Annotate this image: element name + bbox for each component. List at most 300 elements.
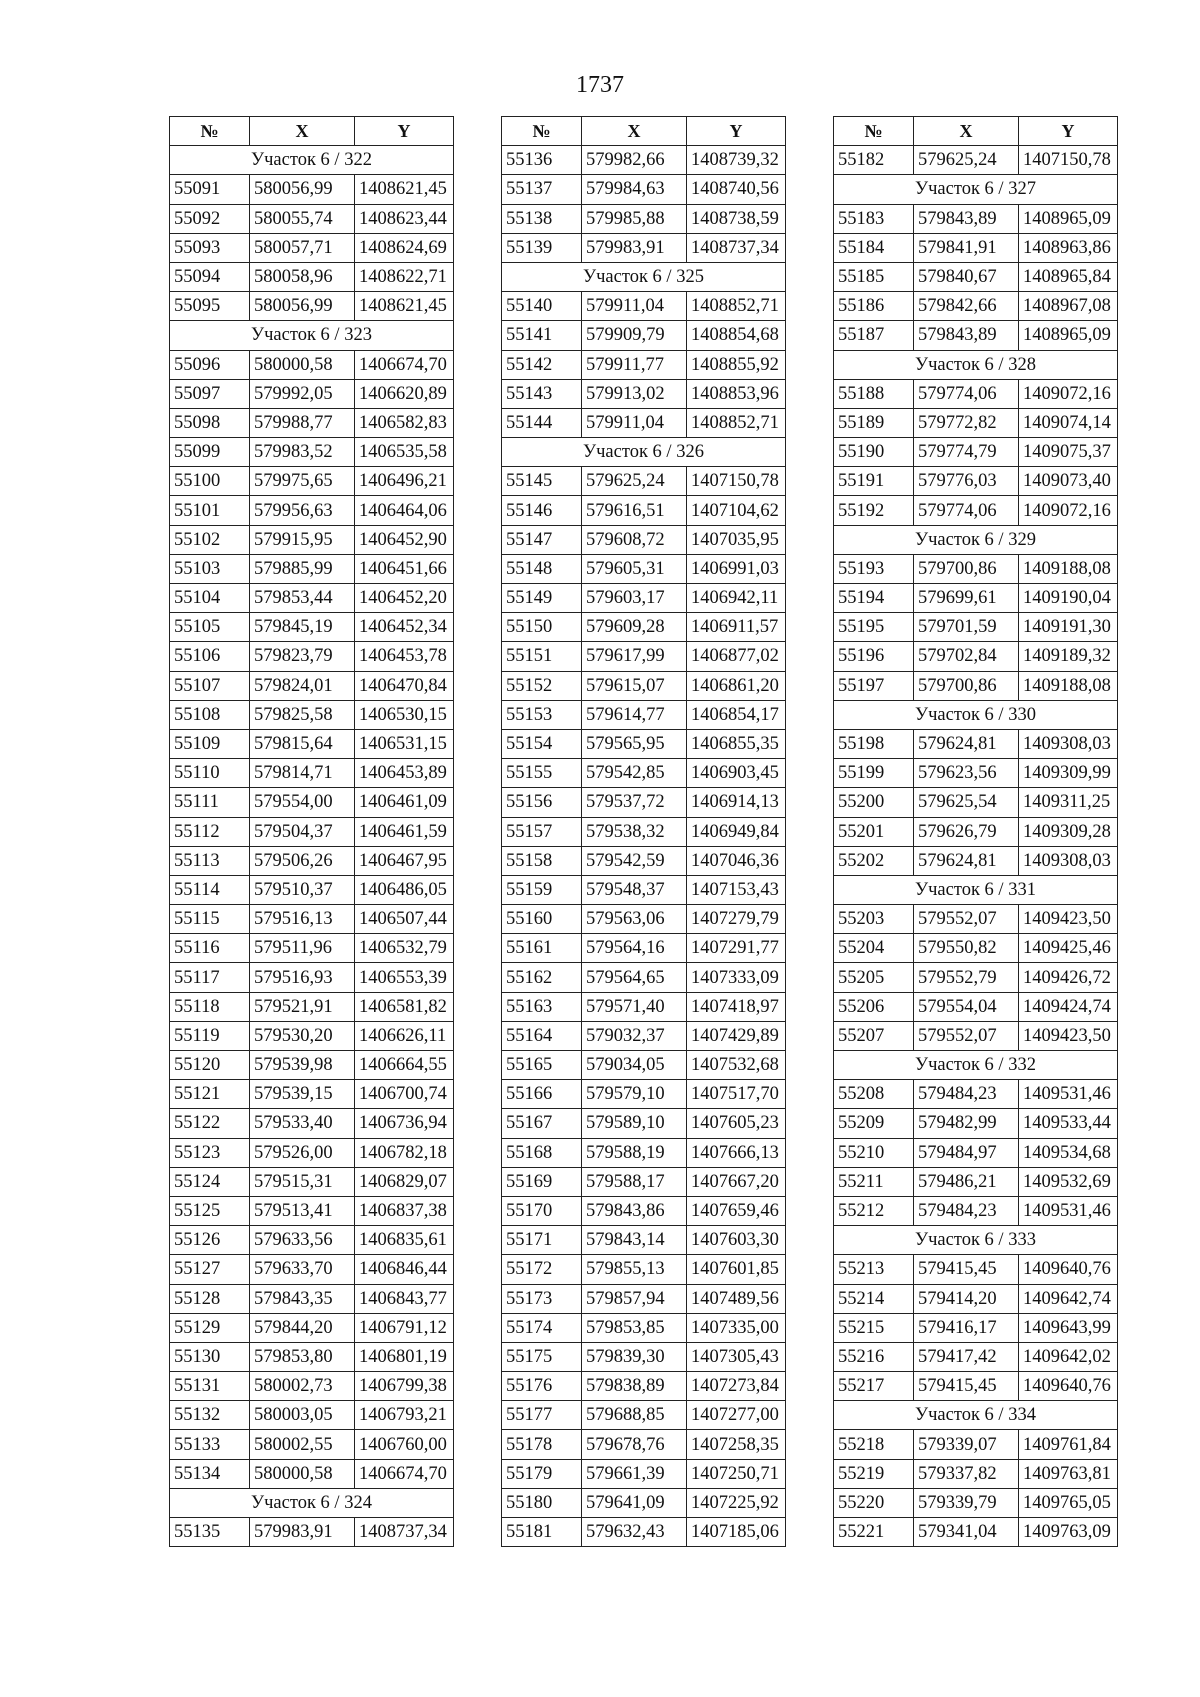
point-number: 55108 [170,700,250,729]
y-coordinate: 1407659,46 [687,1196,786,1225]
x-coordinate: 579853,80 [250,1342,355,1371]
table-row [834,1196,1118,1225]
x-coordinate: 579482,99 [914,1109,1019,1138]
point-number: 55210 [834,1138,914,1167]
header-number: № [170,117,250,146]
x-coordinate: 579641,09 [582,1488,687,1517]
point-number: 55212 [834,1196,914,1225]
point-number: 55155 [502,759,582,788]
table-row [502,875,786,904]
point-number: 55159 [502,875,582,904]
point-number: 55167 [502,1109,582,1138]
x-coordinate: 579032,37 [582,1021,687,1050]
y-coordinate: 1408967,08 [1019,292,1118,321]
point-number: 55121 [170,1080,250,1109]
point-number: 55214 [834,1284,914,1313]
table-row [834,1372,1118,1401]
table-row [170,1430,454,1459]
y-coordinate: 1409188,08 [1019,554,1118,583]
table-row [170,729,454,758]
x-coordinate: 579845,19 [250,613,355,642]
table-row [170,1080,454,1109]
point-number: 55192 [834,496,914,525]
x-coordinate: 579552,07 [914,905,1019,934]
point-number: 55149 [502,584,582,613]
x-coordinate: 580055,74 [250,204,355,233]
x-coordinate: 579844,20 [250,1313,355,1342]
x-coordinate: 579814,71 [250,759,355,788]
point-number: 55181 [502,1518,582,1547]
y-coordinate: 1409642,02 [1019,1342,1118,1371]
table-row [170,1196,454,1225]
point-number: 55206 [834,992,914,1021]
point-number: 55221 [834,1518,914,1547]
table-row [502,204,786,233]
point-number: 55160 [502,905,582,934]
x-coordinate: 579617,99 [582,642,687,671]
y-coordinate: 1409424,74 [1019,992,1118,1021]
table-row [834,846,1118,875]
x-coordinate: 579571,40 [582,992,687,1021]
y-coordinate: 1406664,55 [355,1051,454,1080]
y-coordinate: 1406461,59 [355,817,454,846]
y-coordinate: 1407277,00 [687,1401,786,1430]
x-coordinate: 580056,99 [250,175,355,204]
y-coordinate: 1409425,46 [1019,934,1118,963]
y-coordinate: 1406467,95 [355,846,454,875]
table-row [170,350,454,379]
table-row [834,1459,1118,1488]
section-row [834,525,1118,554]
table-row [170,233,454,262]
y-coordinate: 1409531,46 [1019,1080,1118,1109]
table-row [170,1109,454,1138]
table-row [502,992,786,1021]
y-coordinate: 1408855,92 [687,350,786,379]
x-coordinate: 580057,71 [250,233,355,262]
y-coordinate: 1406911,57 [687,613,786,642]
x-coordinate: 579609,28 [582,613,687,642]
point-number: 55171 [502,1226,582,1255]
point-number: 55102 [170,525,250,554]
x-coordinate: 579564,65 [582,963,687,992]
point-number: 55164 [502,1021,582,1050]
x-coordinate: 579911,04 [582,292,687,321]
table-row [502,1021,786,1050]
y-coordinate: 1409191,30 [1019,613,1118,642]
y-coordinate: 1407150,78 [1019,146,1118,175]
y-coordinate: 1406507,44 [355,905,454,934]
table-row [502,1080,786,1109]
y-coordinate: 1409640,76 [1019,1372,1118,1401]
y-coordinate: 1406452,20 [355,584,454,613]
point-number: 55175 [502,1342,582,1371]
y-coordinate: 1406453,78 [355,642,454,671]
x-coordinate: 579416,17 [914,1313,1019,1342]
point-number: 55204 [834,934,914,963]
point-number: 55203 [834,905,914,934]
point-number: 55095 [170,292,250,321]
table-row [502,613,786,642]
table-row [170,613,454,642]
point-number: 55218 [834,1430,914,1459]
y-coordinate: 1406486,05 [355,875,454,904]
x-coordinate: 579913,02 [582,379,687,408]
y-coordinate: 1406470,84 [355,671,454,700]
y-coordinate: 1408854,68 [687,321,786,350]
x-coordinate: 579776,03 [914,467,1019,496]
x-coordinate: 579415,45 [914,1372,1019,1401]
table-row [834,262,1118,291]
x-coordinate: 579504,37 [250,817,355,846]
table-row [170,438,454,467]
y-coordinate: 1409072,16 [1019,379,1118,408]
x-coordinate: 579516,93 [250,963,355,992]
table-row [834,554,1118,583]
y-coordinate: 1406530,15 [355,700,454,729]
point-number: 55153 [502,700,582,729]
y-coordinate: 1408852,71 [687,408,786,437]
table-row [502,729,786,758]
x-coordinate: 579885,99 [250,554,355,583]
table-row [834,963,1118,992]
table-row [834,817,1118,846]
table-row [502,1488,786,1517]
table-row [170,1518,454,1547]
table-row [502,379,786,408]
x-coordinate: 579678,76 [582,1430,687,1459]
y-coordinate: 1409190,04 [1019,584,1118,613]
y-coordinate: 1409532,69 [1019,1167,1118,1196]
x-coordinate: 579774,06 [914,379,1019,408]
table-row [170,1372,454,1401]
point-number: 55096 [170,350,250,379]
x-coordinate: 579625,24 [582,467,687,496]
y-coordinate: 1409309,99 [1019,759,1118,788]
coordinates-table-middle [501,116,786,1547]
table-row [834,496,1118,525]
point-number: 55198 [834,729,914,758]
table-row [502,1518,786,1547]
table-row [834,1313,1118,1342]
point-number: 55115 [170,905,250,934]
table-row [834,438,1118,467]
table-row [502,846,786,875]
point-number: 55101 [170,496,250,525]
y-coordinate: 1406531,15 [355,729,454,758]
x-coordinate: 579565,95 [582,729,687,758]
y-coordinate: 1409188,08 [1019,671,1118,700]
header-x: X [914,117,1019,146]
table-row [170,496,454,525]
point-number: 55186 [834,292,914,321]
section-row [834,1226,1118,1255]
y-coordinate: 1409643,99 [1019,1313,1118,1342]
x-coordinate: 579484,23 [914,1080,1019,1109]
x-coordinate: 579983,52 [250,438,355,467]
point-number: 55183 [834,204,914,233]
y-coordinate: 1407225,92 [687,1488,786,1517]
point-number: 55154 [502,729,582,758]
y-coordinate: 1408621,45 [355,175,454,204]
x-coordinate: 579538,32 [582,817,687,846]
x-coordinate: 579625,24 [914,146,1019,175]
section-title: Участок 6 / 324 [170,1488,454,1517]
table-row [834,1138,1118,1167]
x-coordinate: 579661,39 [582,1459,687,1488]
point-number: 55098 [170,408,250,437]
point-number: 55099 [170,438,250,467]
table-row [170,584,454,613]
x-coordinate: 579774,06 [914,496,1019,525]
x-coordinate: 579034,05 [582,1051,687,1080]
section-row [834,175,1118,204]
y-coordinate: 1406801,19 [355,1342,454,1371]
section-row [834,1401,1118,1430]
section-row [170,321,454,350]
table-row [834,1488,1118,1517]
y-coordinate: 1406496,21 [355,467,454,496]
table-row [502,292,786,321]
y-coordinate: 1406991,03 [687,554,786,583]
section-title: Участок 6 / 328 [834,350,1118,379]
page-number: 1737 [576,72,624,98]
y-coordinate: 1406674,70 [355,1459,454,1488]
point-number: 55114 [170,875,250,904]
x-coordinate: 579701,59 [914,613,1019,642]
y-coordinate: 1406942,11 [687,584,786,613]
x-coordinate: 579984,63 [582,175,687,204]
x-coordinate: 579843,35 [250,1284,355,1313]
table-row [170,700,454,729]
point-number: 55117 [170,963,250,992]
table-row [502,1109,786,1138]
x-coordinate: 579510,37 [250,875,355,904]
table-row [170,1167,454,1196]
x-coordinate: 579911,04 [582,408,687,437]
section-title: Участок 6 / 331 [834,875,1118,904]
table-row [170,1459,454,1488]
x-coordinate: 579633,56 [250,1226,355,1255]
table-row [170,262,454,291]
x-coordinate: 579542,59 [582,846,687,875]
x-coordinate: 579633,70 [250,1255,355,1284]
point-number: 55213 [834,1255,914,1284]
y-coordinate: 1407517,70 [687,1080,786,1109]
y-coordinate: 1409426,72 [1019,963,1118,992]
point-number: 55185 [834,262,914,291]
point-number: 55197 [834,671,914,700]
table-row [502,233,786,262]
header-number: № [834,117,914,146]
x-coordinate: 579839,30 [582,1342,687,1371]
y-coordinate: 1406582,83 [355,408,454,437]
point-number: 55188 [834,379,914,408]
table-row [170,905,454,934]
y-coordinate: 1409308,03 [1019,729,1118,758]
x-coordinate: 579815,64 [250,729,355,758]
x-coordinate: 579603,17 [582,584,687,613]
y-coordinate: 1406793,21 [355,1401,454,1430]
y-coordinate: 1406674,70 [355,350,454,379]
x-coordinate: 579702,84 [914,642,1019,671]
y-coordinate: 1408621,45 [355,292,454,321]
x-coordinate: 579843,14 [582,1226,687,1255]
y-coordinate: 1407333,09 [687,963,786,992]
x-coordinate: 580002,55 [250,1430,355,1459]
y-coordinate: 1408624,69 [355,233,454,262]
table-row [834,905,1118,934]
y-coordinate: 1408963,86 [1019,233,1118,262]
y-coordinate: 1407666,13 [687,1138,786,1167]
table-row [502,350,786,379]
x-coordinate: 579840,67 [914,262,1019,291]
y-coordinate: 1406760,00 [355,1430,454,1459]
point-number: 55112 [170,817,250,846]
point-number: 55097 [170,379,250,408]
y-coordinate: 1407046,36 [687,846,786,875]
point-number: 55111 [170,788,250,817]
x-coordinate: 579563,06 [582,905,687,934]
point-number: 55110 [170,759,250,788]
y-coordinate: 1408740,56 [687,175,786,204]
x-coordinate: 579506,26 [250,846,355,875]
table-row [170,642,454,671]
x-coordinate: 579774,79 [914,438,1019,467]
y-coordinate: 1407258,35 [687,1430,786,1459]
section-row [834,350,1118,379]
y-coordinate: 1409534,68 [1019,1138,1118,1167]
table-row [834,613,1118,642]
table-row [834,1109,1118,1138]
x-coordinate: 579632,43 [582,1518,687,1547]
table-header-row [170,117,454,146]
point-number: 55132 [170,1401,250,1430]
point-number: 55161 [502,934,582,963]
table-row [170,1051,454,1080]
table-row [834,233,1118,262]
x-coordinate: 579533,40 [250,1109,355,1138]
section-title: Участок 6 / 325 [502,262,786,291]
table-row [170,1342,454,1371]
section-row [170,146,454,175]
point-number: 55147 [502,525,582,554]
y-coordinate: 1406949,84 [687,817,786,846]
table-row [502,1196,786,1225]
table-row [170,1021,454,1050]
point-number: 55178 [502,1430,582,1459]
y-coordinate: 1406843,77 [355,1284,454,1313]
point-number: 55151 [502,642,582,671]
x-coordinate: 579341,04 [914,1518,1019,1547]
section-title: Участок 6 / 330 [834,700,1118,729]
x-coordinate: 579772,82 [914,408,1019,437]
x-coordinate: 579616,51 [582,496,687,525]
table-row [170,875,454,904]
point-number: 55133 [170,1430,250,1459]
table-header-row [834,117,1118,146]
point-number: 55163 [502,992,582,1021]
point-number: 55209 [834,1109,914,1138]
x-coordinate: 579552,07 [914,1021,1019,1050]
point-number: 55125 [170,1196,250,1225]
y-coordinate: 1407273,84 [687,1372,786,1401]
point-number: 55184 [834,233,914,262]
x-coordinate: 579699,61 [914,584,1019,613]
table-row [834,584,1118,613]
table-row [834,1430,1118,1459]
x-coordinate: 579988,77 [250,408,355,437]
y-coordinate: 1409761,84 [1019,1430,1118,1459]
y-coordinate: 1406877,02 [687,642,786,671]
point-number: 55124 [170,1167,250,1196]
x-coordinate: 579414,20 [914,1284,1019,1313]
point-number: 55157 [502,817,582,846]
y-coordinate: 1409309,28 [1019,817,1118,846]
y-coordinate: 1406581,82 [355,992,454,1021]
point-number: 55141 [502,321,582,350]
table-row [834,1518,1118,1547]
x-coordinate: 579484,97 [914,1138,1019,1167]
table-row [502,1051,786,1080]
table-row [834,204,1118,233]
x-coordinate: 579700,86 [914,671,1019,700]
point-number: 55092 [170,204,250,233]
x-coordinate: 579530,20 [250,1021,355,1050]
y-coordinate: 1409072,16 [1019,496,1118,525]
y-coordinate: 1407605,23 [687,1109,786,1138]
point-number: 55135 [170,1518,250,1547]
section-title: Участок 6 / 334 [834,1401,1118,1430]
table-row [502,467,786,496]
table-row [834,788,1118,817]
y-coordinate: 1406914,13 [687,788,786,817]
y-coordinate: 1406461,09 [355,788,454,817]
point-number: 55193 [834,554,914,583]
point-number: 55200 [834,788,914,817]
x-coordinate: 579608,72 [582,525,687,554]
y-coordinate: 1408622,71 [355,262,454,291]
y-coordinate: 1409531,46 [1019,1196,1118,1225]
table-row [502,759,786,788]
x-coordinate: 579548,37 [582,875,687,904]
header-x: X [582,117,687,146]
x-coordinate: 579339,79 [914,1488,1019,1517]
x-coordinate: 579484,23 [914,1196,1019,1225]
coordinates-table-right [833,116,1118,1547]
x-coordinate: 579511,96 [250,934,355,963]
y-coordinate: 1407185,06 [687,1518,786,1547]
table-row [502,671,786,700]
y-coordinate: 1406835,61 [355,1226,454,1255]
table-row [170,1401,454,1430]
point-number: 55162 [502,963,582,992]
table-row [502,554,786,583]
point-number: 55211 [834,1167,914,1196]
x-coordinate: 579564,16 [582,934,687,963]
y-coordinate: 1407035,95 [687,525,786,554]
x-coordinate: 579521,91 [250,992,355,1021]
point-number: 55195 [834,613,914,642]
x-coordinate: 579842,66 [914,292,1019,321]
table-row [170,525,454,554]
x-coordinate: 579843,86 [582,1196,687,1225]
point-number: 55180 [502,1488,582,1517]
y-coordinate: 1409311,25 [1019,788,1118,817]
point-number: 55106 [170,642,250,671]
y-coordinate: 1409763,09 [1019,1518,1118,1547]
point-number: 55126 [170,1226,250,1255]
